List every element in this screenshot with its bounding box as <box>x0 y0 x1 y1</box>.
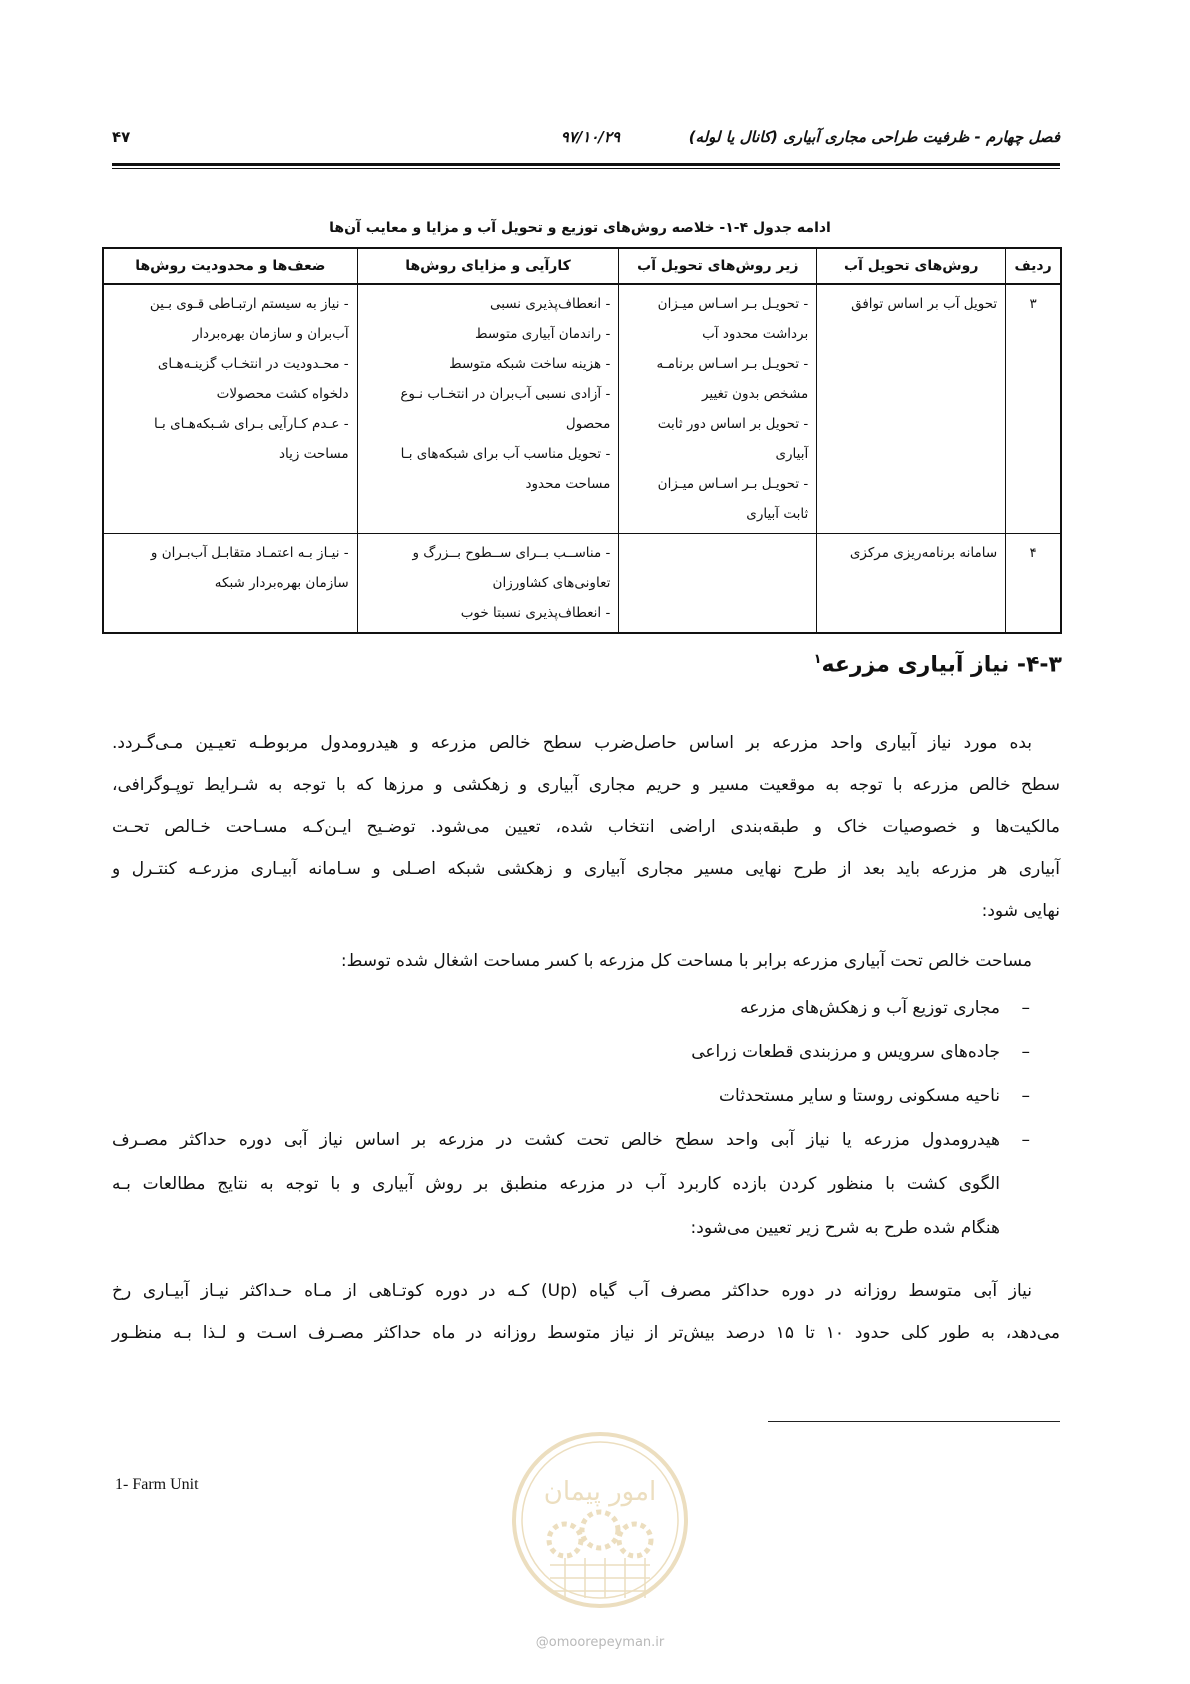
cell-line: محصول <box>565 416 611 432</box>
list-item-text: ناحیه مسکونی روستا و سایر مستحدثات <box>719 1086 1000 1106</box>
cell-method: سامانه برنامه‌ریزی مرکزی <box>817 534 1006 634</box>
table-header-row <box>103 248 1061 284</box>
list-item <box>112 1030 1060 1074</box>
cell-method: تحویل آب بر اساس توافق <box>817 284 1006 534</box>
cell-line: مساحت محدود <box>525 476 611 492</box>
list-dash: – <box>1021 1042 1030 1062</box>
list-dash: – <box>1021 1086 1030 1106</box>
cell-line: - عـدم کـارآیی بـرای شـبکه‌هـای بـا <box>153 416 349 432</box>
paragraph-line: نهایی شود: <box>981 901 1060 921</box>
cell-weaknesses <box>103 534 357 634</box>
paragraph-peak-demand <box>112 1270 1060 1354</box>
table-caption: ادامه جدول ۴-۱- خلاصه روش‌های توزیع و تحویل آب و مزایا و معایب آن‌ها <box>329 220 831 236</box>
cell-line: آب‌بران و سازمان بهره‌بردار <box>192 326 349 342</box>
col-header-advantages: کارآیی و مزایای روش‌ها <box>357 248 619 284</box>
cell-line: دلخواه کشت محصولات <box>216 386 349 402</box>
col-header-radif: ردیف <box>1006 248 1061 284</box>
list-item-text: هیدرومدول مزرعه یا نیاز آبی واحد سطح خالص تحت کشت در مزرعه بر اساس نیاز آبی دوره حداکثر مصـرف <box>112 1130 1000 1150</box>
cell-line: برداشت محدود آب <box>702 326 809 342</box>
page-number: ۴۷ <box>112 128 131 146</box>
cell-line: - انعطاف‌پذیری نسبتا خوب <box>460 605 611 621</box>
methods-table <box>102 247 1062 634</box>
list-item-text: الگوی کشت با منظور کردن بازده کاربرد آب در مزرعه منطبق بر روش آبیاری و با توجه به نتایج مطالعات بـه <box>112 1174 1000 1194</box>
paragraph-line: مالکیت‌ها و خصوصیات خاک و طبقه‌بندی اراضی انتخاب شده، تعیین می‌شود. توضـیح ایـن‌کـه مسـاحت خـالص تحـت <box>112 817 1060 837</box>
list-dash: – <box>1021 1130 1030 1150</box>
col-header-sub-methods: زیر روش‌های تحویل آب <box>619 248 817 284</box>
col-header-weaknesses: ضعف‌ها و محدودیت روش‌ها <box>103 248 357 284</box>
cell-radif: ۴ <box>1006 534 1061 634</box>
cell-line: - انعطاف‌پذیری نسبی <box>489 296 611 312</box>
cell-radif: ۳ <box>1006 284 1061 534</box>
watermark-logo <box>510 1430 690 1610</box>
header-date: ۹۷/۱۰/۲۹ <box>560 128 620 146</box>
paragraph-net-area-definition <box>112 940 1060 982</box>
table-row <box>103 284 1061 534</box>
table-row <box>103 534 1061 634</box>
paragraph-line: می‌دهد، به طور کلی حدود ۱۰ تا ۱۵ درصد بیش‌تر از نیاز متوسط روزانه در ماه حداکثر مصـرف اسـت و لـذا بـه منظـور <box>112 1323 1060 1343</box>
page-header <box>112 128 1060 152</box>
cell-line: مساحت زیاد <box>278 446 349 462</box>
cell-line: - محـدودیت در انتخـاب گزینـه‌هـای <box>157 356 349 372</box>
watermark-url: @omoorepeyman.ir <box>535 1635 665 1650</box>
cell-line: تعاونی‌های کشاورزان <box>492 575 611 591</box>
list-item-text: هنگام شده طرح به شرح زیر تعیین می‌شود: <box>690 1218 1000 1238</box>
cell-weaknesses <box>103 284 357 534</box>
list-item <box>112 1118 1060 1250</box>
cell-line: آبیاری <box>775 446 809 462</box>
list-dash: – <box>1021 998 1030 1018</box>
cell-sub-methods <box>619 534 817 634</box>
header-rule-thick <box>112 163 1060 166</box>
cell-line: - تحویل بر اساس دور ثابت <box>657 416 809 432</box>
cell-line: - تحویـل بـر اسـاس میـزان <box>657 296 809 312</box>
cell-line: - مناســب بــرای ســطوح بــزرگ و <box>412 545 611 561</box>
paragraph-line: بده مورد نیاز آبیاری واحد مزرعه بر اساس حاصل‌ضرب سطح خالص مزرعه و هیدرومدول مربوطـه تعیـین مـی‌گـردد. <box>112 733 1032 753</box>
cell-line: ثابت آبیاری <box>746 506 809 522</box>
cell-line: - نیـاز بـه اعتمـاد متقابـل آب‌بـران و <box>150 545 349 561</box>
footnote-rule <box>768 1421 1060 1422</box>
section-heading <box>814 652 1062 677</box>
cell-advantages <box>357 284 619 534</box>
paragraph-line: نیاز آبی متوسط روزانه در دوره حداکثر مصرف آب گیاه (Up) کـه در دوره کوتـاهی از مـاه حـداکثر نیـاز آبیـاری رخ <box>112 1281 1032 1301</box>
paragraph-line: سطح خالص مزرعه با توجه به موقعیت مسیر و حریم مجاری آبیاری و زهکشی و مرزها که با توجه به شـرایط توپـوگرافی، <box>112 775 1060 795</box>
paragraph-line: مساحت خالص تحت آبیاری مزرعه برابر با مساحت کل مزرعه با کسر مساحت اشغال شده توسط: <box>340 951 1032 971</box>
cell-line: - آزادی نسبی آب‌بران در انتخـاب نـوع <box>400 386 611 402</box>
list-item-text: مجاری توزیع آب و زهکش‌های مزرعه <box>740 998 1000 1018</box>
footnote-mark: ۱ <box>813 652 822 667</box>
cell-line: مشخص بدون تغییر <box>701 386 809 402</box>
cell-line: - تحویـل بـر اسـاس میـزان <box>657 476 809 492</box>
cell-sub-methods <box>619 284 817 534</box>
list-item-text: جاده‌های سرویس و مرزبندی قطعات زراعی <box>691 1042 1000 1062</box>
list-item <box>112 986 1060 1030</box>
cell-line: - راندمان آبیاری متوسط <box>475 326 611 342</box>
footnote: 1- Farm Unit <box>115 1476 199 1493</box>
logo-text: امور پیمان <box>543 1477 657 1507</box>
chapter-title: فصل چهارم - ظرفیت طراحی مجاری آبیاری (کانال یا لوله) <box>688 128 1060 146</box>
cell-line: - هزینه ساخت شبکه متوسط <box>449 356 611 372</box>
header-rule-thin <box>112 168 1060 169</box>
col-header-method: روش‌های تحویل آب <box>817 248 1006 284</box>
cell-line: - نیاز به سیستم ارتبـاطی قـوی بـین <box>149 296 349 312</box>
cell-line: سازمان بهره‌بردار شبکه <box>214 575 349 591</box>
cell-line: - تحویل مناسب آب برای شبکه‌های بـا <box>400 446 611 462</box>
paragraph-farm-net-area <box>112 722 1060 932</box>
cell-line: - تحویـل بـر اسـاس برنامـه <box>656 356 809 372</box>
deduction-list <box>112 986 1060 1250</box>
cell-advantages <box>357 534 619 634</box>
paragraph-line: آبیاری هر مزرعه باید بعد از طرح نهایی مسیر مجاری آبیاری و زهکشی شبکه اصـلی و سـامانه آبیـاری مزرعـه کنتـرل و <box>112 859 1060 879</box>
section-heading-text: ۴-۳- نیاز آبیاری مزرعه <box>821 652 1062 678</box>
list-item <box>112 1074 1060 1118</box>
